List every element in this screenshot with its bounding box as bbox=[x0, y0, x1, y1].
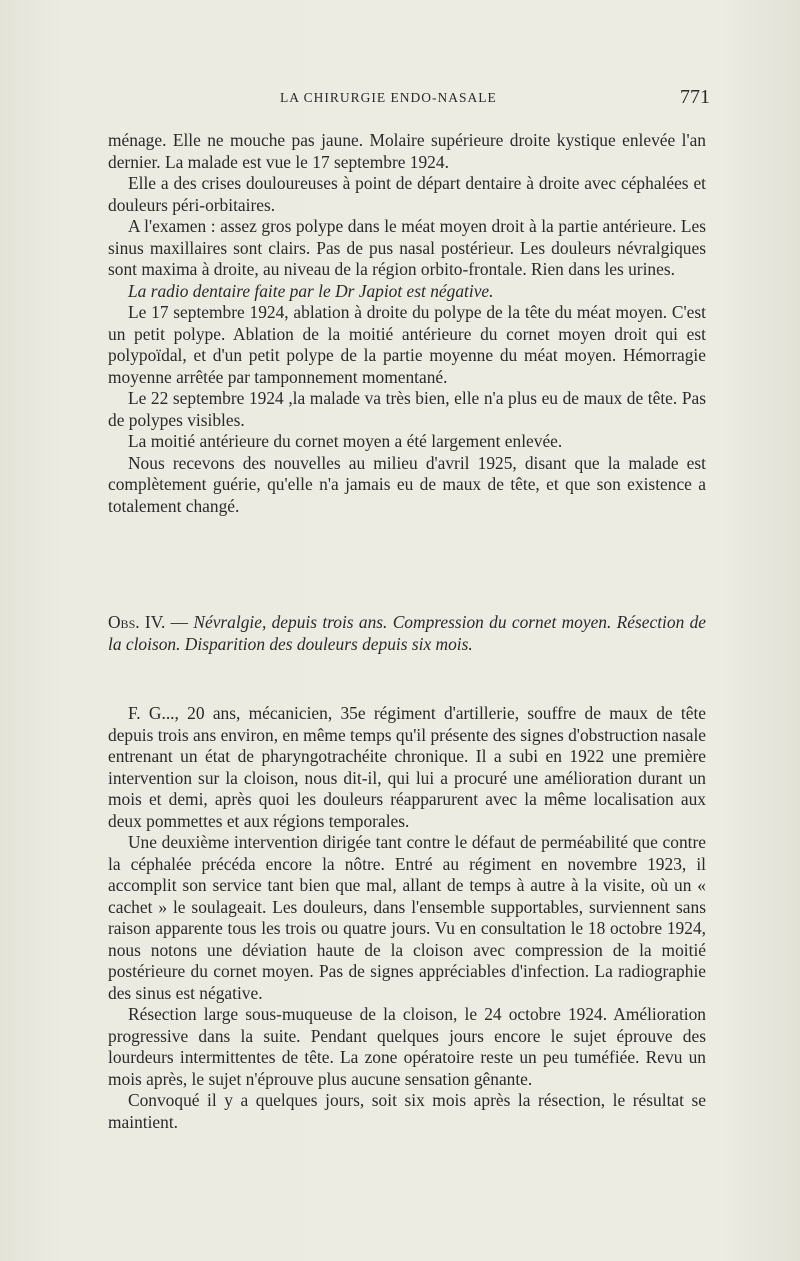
paragraph: Nous recevons des nouvelles au milieu d'avril 1925, disant que la malade est complètement guérie, qu'elle n'a jamais eu de maux de tête, et que son existence a totalement changé. bbox=[108, 452, 706, 516]
page-header bbox=[110, 86, 710, 110]
paragraph: Elle a des crises douloureuses à point de départ dentaire à droite avec céphalées et douleurs péri-orbitaires. bbox=[108, 173, 706, 215]
paragraph: Résection large sous-muqueuse de la cloison, le 24 octobre 1924. Amélioration progressive dans la suite. Pendant quelques jours encore le sujet éprouve des lourdeurs intermittentes de tête. La zone opératoire reste un peu tuméfiée. Revu un mois après, le sujet n'éprouve plus aucune sensation gênante. bbox=[108, 1004, 706, 1089]
paragraph: A l'examen : assez gros polype dans le méat moyen droit à la partie antérieure. Les sinus maxillaires sont clairs. Pas de pus nasal postérieur. Les douleurs névralgiques sont maxima à droite, au niveau de la région orbito-frontale. Rien dans les urines. bbox=[108, 216, 706, 279]
paragraph: Le 17 septembre 1924, ablation à droite du polype de la tête du méat moyen. C'est un petit polype. Ablation de la moitié antérieure du cornet moyen droit qui est polypoïdal, et d'un petit polype de la partie moyenne du méat moyen. Hémorragie moyenne arrêtée par tamponnement momentané. bbox=[108, 302, 706, 387]
paragraph: F. G..., 20 ans, mécanicien, 35e régiment d'artillerie, souffre de maux de tête depuis trois ans environ, en même temps qu'il présente des signes d'obstruction nasale entrenant un état de pharyngotrachéite chronique. Il a subi en 1922 une première intervention sur la cloison, nous dit-il, qui lui a procuré une amélioration durant un mois et demi, après quoi les douleurs réapparurent avec la même localisation aux deux pommettes et aux régions temporales. bbox=[108, 703, 706, 831]
page-number: 771 bbox=[680, 86, 710, 108]
paragraph: Une deuxième intervention dirigée tant contre le défaut de perméabilité que contre la céphalée précéda encore la nôtre. Entré au régiment en novembre 1923, il accomplit son service tant bien que mal, allant de temps à autre à la visite, où un « cachet » le soulageait. Les douleurs, dans l'ensemble supportables, surviennent sans raison apparente tous les trois ou quatre jours. Vu en consultation le 18 octobre 1924, nous notons une déviation haute de la cloison avec compression de la moitié postérieure du cornet moyen. Pas de signes appréciables d'infection. La radiographie des sinus est négative. bbox=[108, 832, 706, 1003]
case-body bbox=[108, 703, 706, 1133]
paragraph-italic: La radio dentaire faite par le Dr Japiot est négative. bbox=[128, 280, 494, 301]
observation-title: Névralgie, depuis trois ans. Compression du cornet moyen. Résection de la cloison. Disparition des douleurs depuis six mois. bbox=[108, 612, 706, 654]
paragraph: Convoqué il y a quelques jours, soit six mois après la résection, le résultat se maintient. bbox=[108, 1090, 706, 1132]
running-title: LA CHIRURGIE ENDO-NASALE bbox=[280, 90, 497, 105]
paragraph: ménage. Elle ne mouche pas jaune. Molaire supérieure droite kystique enlevée l'an dernier. La malade est vue le 17 septembre 1924. bbox=[108, 130, 706, 172]
case-continuation bbox=[108, 130, 706, 517]
observation-dash: — bbox=[165, 612, 194, 632]
observation-heading bbox=[108, 612, 706, 655]
observation-label: Obs. IV. bbox=[108, 612, 166, 632]
paragraph: La moitié antérieure du cornet moyen a été largement enlevée. bbox=[128, 431, 563, 451]
paragraph: Le 22 septembre 1924 ,la malade va très bien, elle n'a plus eu de maux de tête. Pas de polypes visibles. bbox=[108, 388, 706, 430]
